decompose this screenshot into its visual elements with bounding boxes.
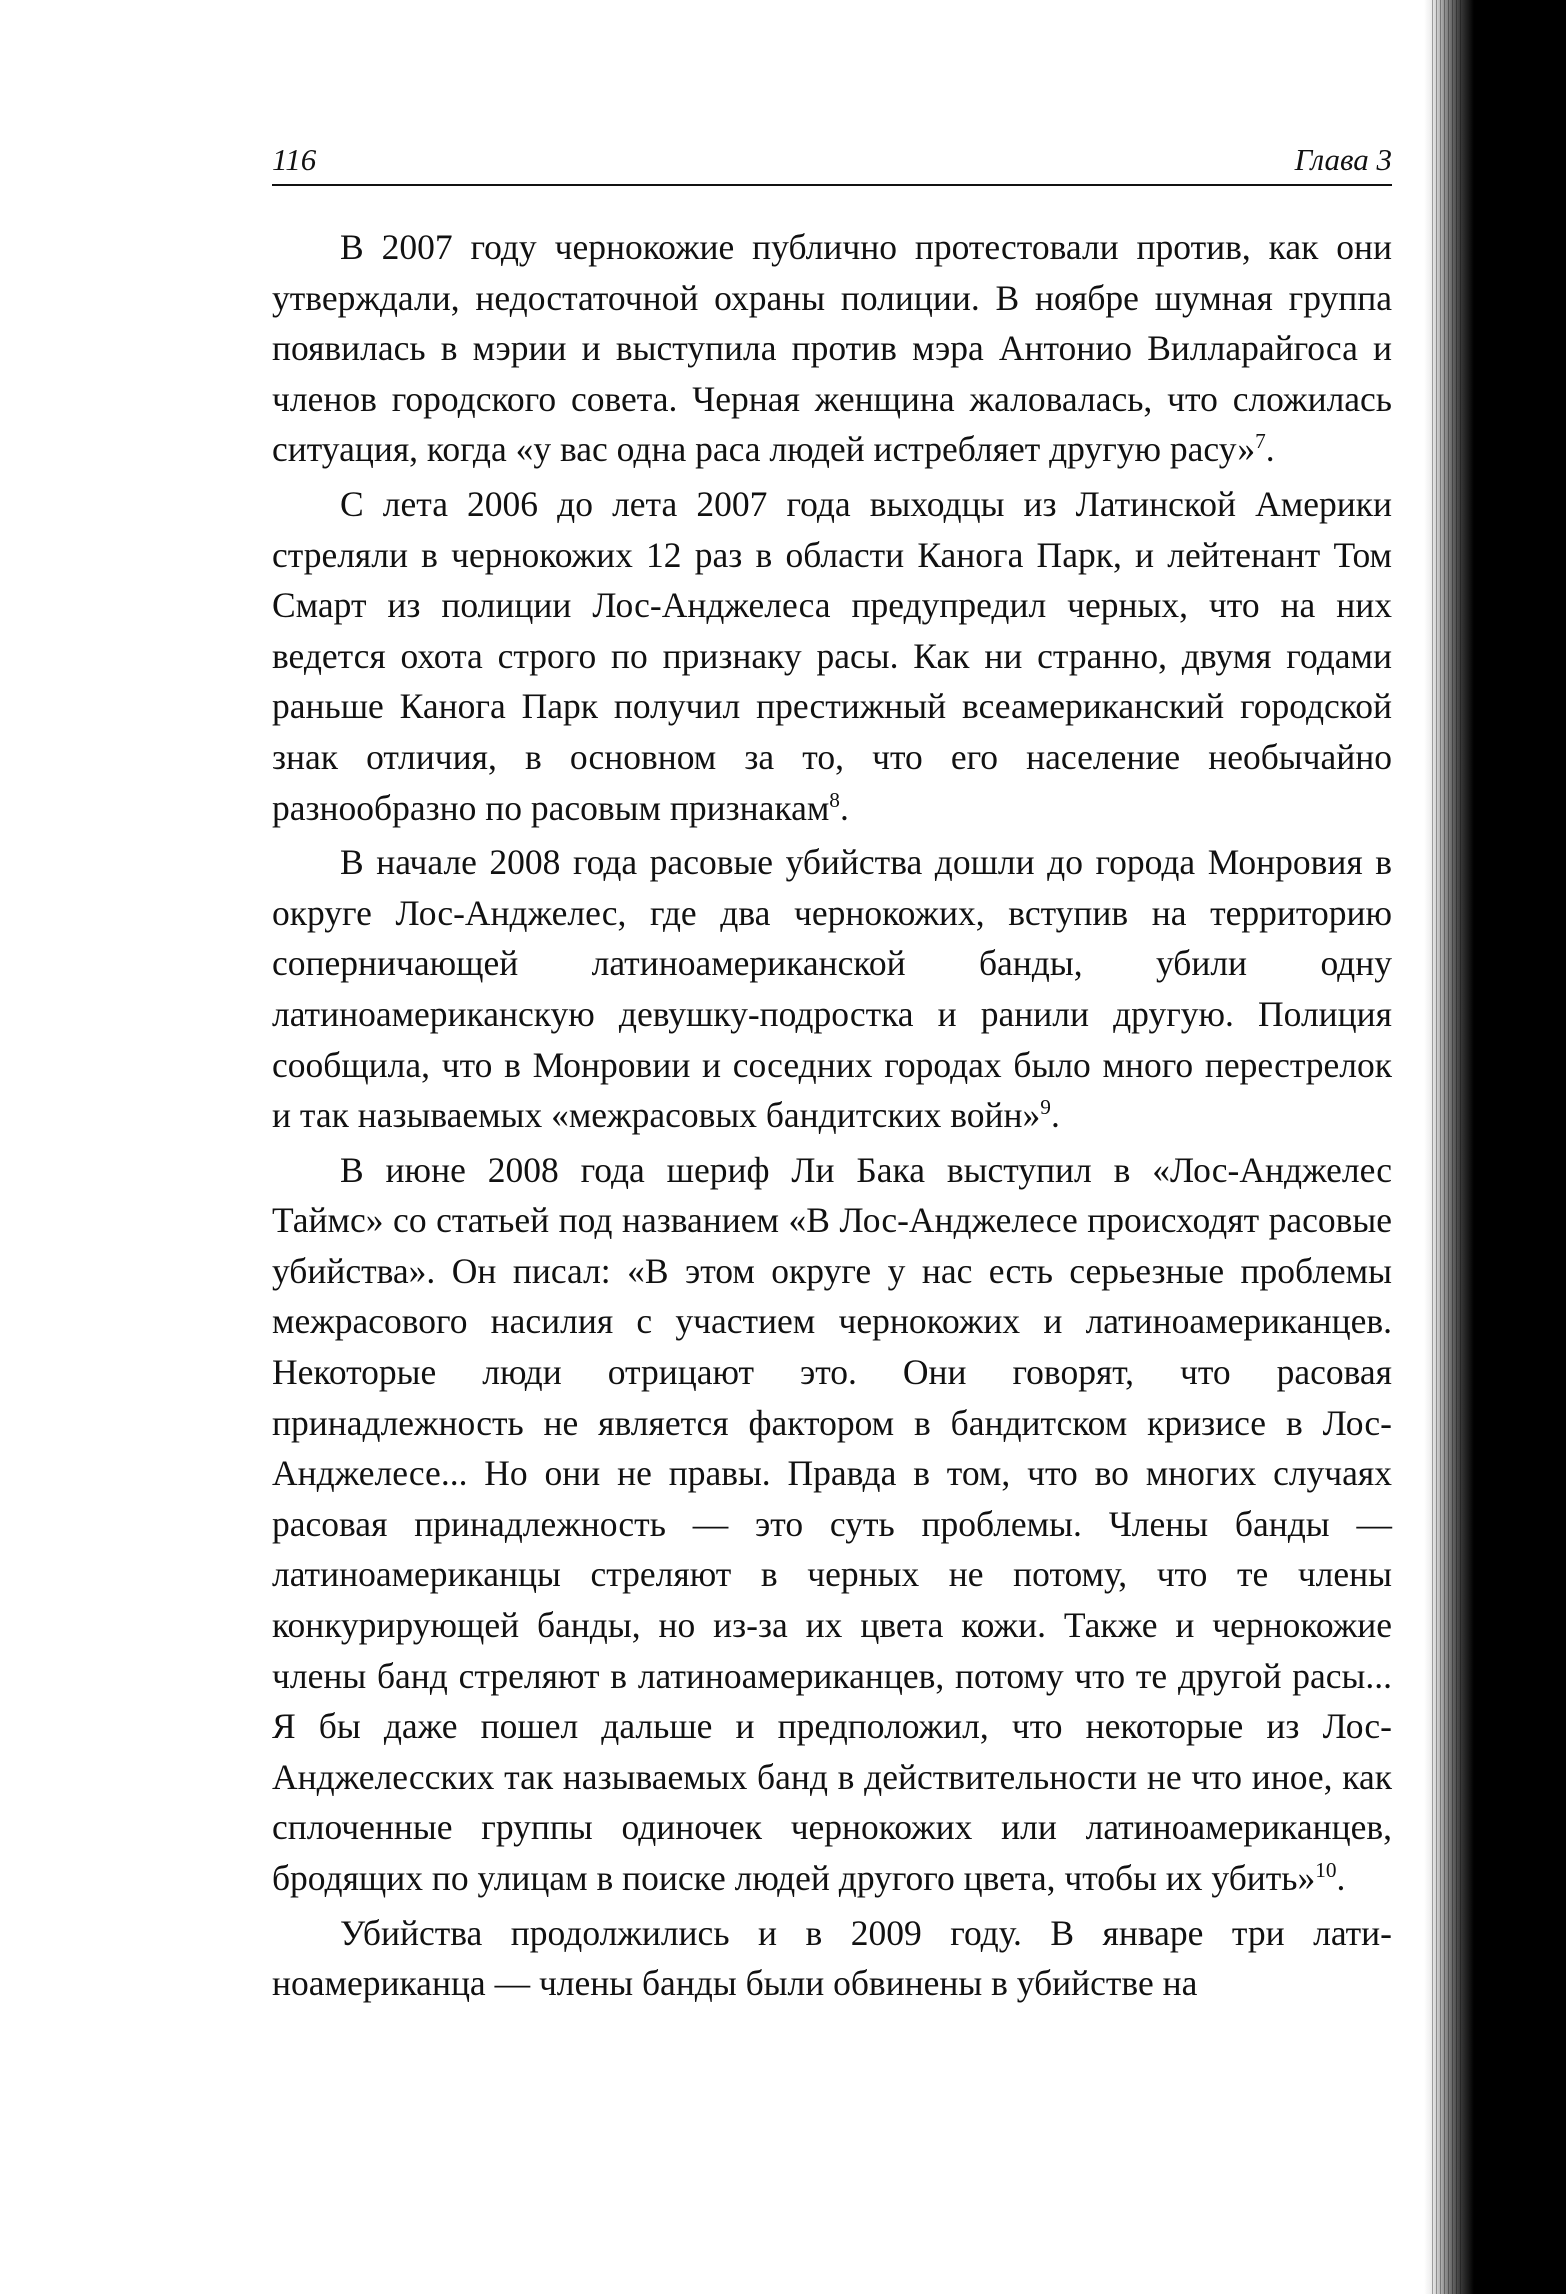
footnote-ref: 10 xyxy=(1315,1858,1337,1883)
paragraph xyxy=(272,837,1392,1141)
paragraph-tail: . xyxy=(839,787,849,828)
paragraph xyxy=(272,1908,1392,2009)
footnote-ref: 9 xyxy=(1040,1095,1051,1120)
paragraph-tail: . xyxy=(1265,429,1275,470)
footnote-ref: 8 xyxy=(829,787,840,812)
paragraph xyxy=(272,1145,1392,1904)
paragraph-text: В июне 2008 года шериф Ли Бака выступил в «Лос-Анджелес Таймс» со статьей под названием «В Лос-Анджелесе происходят расовые убийства». Он писал: «В этом округе у нас есть серьезные проблемы межрасового насилия с участием чернокожих и латиноамериканцев. Некоторые люди отрицают это. Они говорят, что расовая принадлежность не является фактором в бандитском кризисе в Лос-Анджелесе... Но они не правы. Правда в том, что во многих случаях расовая принадлежность — это суть проблемы. Члены банды — латиноамериканцы стреляют в черных не потому, что те члены конкурирующей банды, но из-за их цвета кожи. Также и чернокожие члены банд стреляют в латиноамериканцев, потому что те другой расы... Я бы даже пошел дальше и предположил, что некоторые из Лос-Анджелесских так называемых банд в действительности не что иное, как сплоченные группы одиночек чернокожих или латиноамериканцев, бродящих по улицам в поиске людей другого цвета, чтобы их убить» xyxy=(272,1149,1392,1898)
header-rule xyxy=(272,184,1392,186)
paragraph-tail: . xyxy=(1336,1858,1346,1898)
page-header xyxy=(272,142,1392,186)
binding-streaks xyxy=(1432,0,1462,2294)
page-number: 116 xyxy=(272,142,317,177)
paragraph xyxy=(272,222,1392,475)
paragraph-text: Убийства продолжились и в 2009 году. В январе три латиноамериканца — члены банды были обвинены в убийстве на xyxy=(272,1912,1392,2004)
paragraph-tail: . xyxy=(1050,1095,1060,1136)
running-head: Глава 3 xyxy=(1294,142,1392,177)
paragraph-text: В начале 2008 года расовые убийства дошли до города Монровия в округе Лос-Анджелес, где два чернокожих, вступив на территорию соперничающей латиноамериканской банды, убили одну латиноамериканскую девушку-подростка и ранили другую. Полиция сообщила, что в Монровии и соседних городах было много перестрелок и так называемых «межрасовых бандитских войн» xyxy=(272,842,1392,1136)
paragraph-text: В 2007 году чернокожие публично протестовали против, как они утверждали, недостаточной охраны полиции. В ноябре шумная группа появилась в мэрии и выступила против мэра Антонио Вилларайгоса и членов городского совета. Черная женщина жаловалась, что сложилась ситуация, когда «у вас одна раса людей истребляет другую расу» xyxy=(272,227,1392,470)
paragraph xyxy=(272,479,1392,833)
paragraph-text: С лета 2006 до лета 2007 года выходцы из Латинской Америки стреляли в чернокожих 12 раз в области Канога Парк, и лейтенант Том Смарт из полиции Лос-Анджелеса предупредил черных, что на них ведется охота строго по признаку расы. Как ни странно, двумя годами раньше Канога Парк получил престижный всеамериканский городской знак отличия, в основном за то, что его население необычайно разнообразно по расовым признакам xyxy=(272,483,1392,828)
body-text xyxy=(272,222,1392,2013)
footnote-ref: 7 xyxy=(1255,429,1266,454)
